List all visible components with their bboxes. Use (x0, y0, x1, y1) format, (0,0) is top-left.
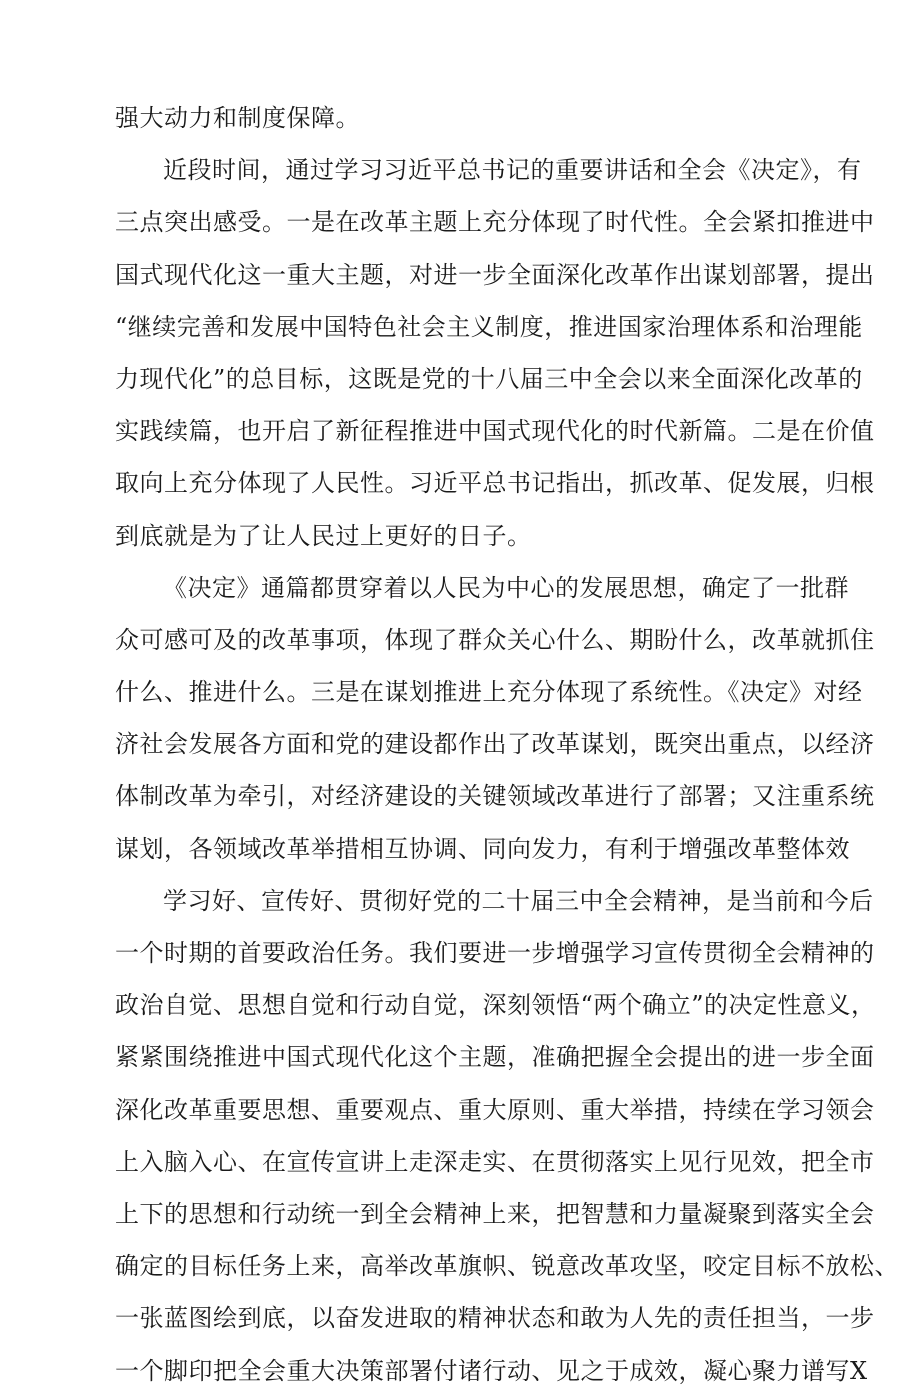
text-line: 深化改革重要思想、重要观点、重大原则、重大举措，持续在学习领会 (115, 1095, 875, 1124)
text-line: 一个时期的首要政治任务。我们要进一步增强学习宣传贯彻全会精神的 (115, 939, 875, 967)
text-line: 一张蓝图绘到底，以奋发进取的精神状态和敢为人先的责任担当，一步 (115, 1304, 875, 1333)
text-line: 济社会发展各方面和党的建设都作出了改革谋划，既突出重点，以经济 (115, 730, 875, 759)
text-line: 到底就是为了让人民过上更好的日子。 (115, 521, 532, 550)
text-line: 谋划，各领域改革举措相互协调、同向发力，有利于增强改革整体效 (115, 834, 850, 863)
text-line: 什么、推进什么。三是在谋划推进上充分体现了系统性。《决定》对经 (115, 678, 863, 707)
text-line: 强大动力和制度保障。 (115, 104, 360, 132)
text-line: 确定的目标任务上来，高举改革旗帜、锐意改革攻坚，咬定目标不放松、 (115, 1252, 899, 1281)
text-line: 取向上充分体现了人民性。习近平总书记指出，抓改革、促发展，归根 (115, 469, 875, 498)
text-line: 体制改革为牵引，对经济建设的关键领域改革进行了部署；又注重系统 (115, 782, 875, 811)
text-line: “继续完善和发展中国特色社会主义制度，推进国家治理体系和治理能 (115, 312, 863, 341)
paragraph-first-line: 近段时间，通过学习习近平总书记的重要讲话和全会《决定》，有 (163, 156, 862, 185)
text-line: 政治自觉、思想自觉和行动自觉，深刻领悟“两个确立”的决定性意义， (115, 991, 876, 1020)
text-line: 紧紧围绕推进中国式现代化这个主题，准确把握全会提出的进一步全面 (115, 1043, 875, 1072)
text-line: 三点突出感受。一是在改革主题上充分体现了时代性。全会紧扣推进中 (115, 208, 875, 237)
paragraph-first-line: 《决定》通篇都贯穿着以人民为中心的发展思想，确定了一批群 (163, 573, 849, 602)
text-line: 一个脚印把全会重大决策部署付诸行动、见之于成效，凝心聚力谱写X (115, 1356, 868, 1385)
text-line: 力现代化”的总目标，这既是党的十八届三中全会以来全面深化改革的 (115, 364, 863, 393)
text-line: 上下的思想和行动统一到全会精神上来，把智慧和力量凝聚到落实全会 (115, 1199, 875, 1228)
text-line: 国式现代化这一重大主题，对进一步全面深化改革作出谋划部署，提出 (115, 260, 875, 289)
document-page (115, 92, 899, 1397)
paragraph-first-line: 学习好、宣传好、贯彻好党的二十届三中全会精神，是当前和今后 (163, 886, 874, 915)
text-line: 实践续篇，也开启了新征程推进中国式现代化的时代新篇。二是在价值 (115, 417, 875, 446)
text-line: 上入脑入心、在宣传宣讲上走深走实、在贯彻落实上见行见效，把全市 (115, 1147, 875, 1176)
text-line: 众可感可及的改革事项，体现了群众关心什么、期盼什么，改革就抓住 (115, 625, 875, 654)
